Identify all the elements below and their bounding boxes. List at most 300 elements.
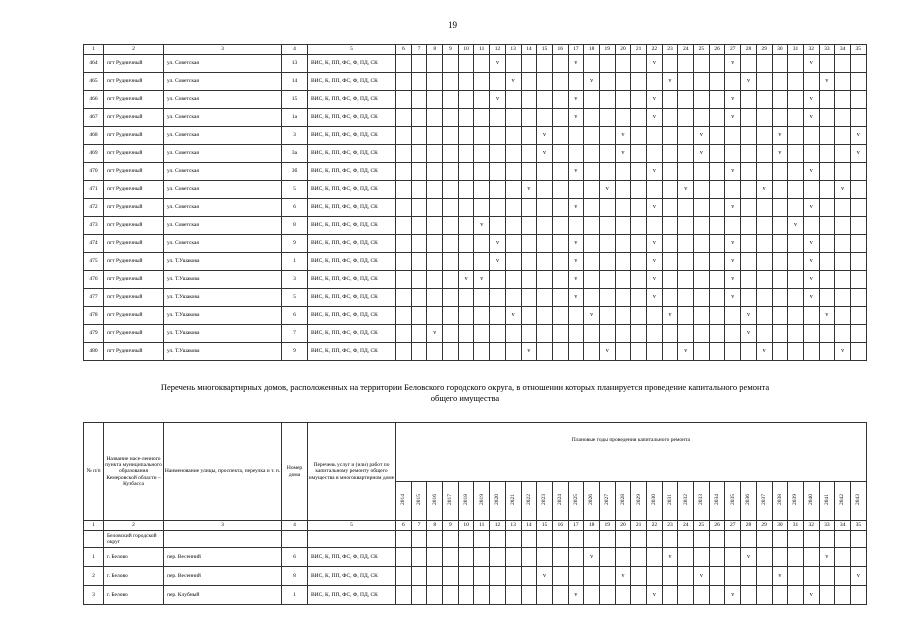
- year-cell: [678, 109, 694, 127]
- year-header: [647, 482, 663, 521]
- year-label: 2029: [635, 494, 642, 506]
- house-number-cell: 9: [282, 343, 308, 361]
- year-cell: [835, 586, 851, 605]
- year-cell: [443, 217, 459, 235]
- year-cell: [772, 325, 788, 343]
- house-number-cell: 14: [282, 73, 308, 91]
- year-cell: [411, 109, 427, 127]
- year-cell: [584, 127, 600, 145]
- year-label: 2042: [839, 494, 846, 506]
- column-number: 10: [458, 45, 474, 55]
- header-house: Номер дома: [282, 423, 308, 521]
- plan-mark: v: [850, 127, 866, 145]
- year-cell: [850, 325, 866, 343]
- year-cell: [490, 199, 506, 217]
- year-cell: [411, 548, 427, 567]
- year-label: 2036: [745, 494, 752, 506]
- year-cell: [662, 253, 678, 271]
- year-cell: [835, 567, 851, 586]
- year-cell: [411, 55, 427, 73]
- year-cell: [678, 253, 694, 271]
- year-cell: [678, 567, 694, 586]
- street-cell: ул. Советская: [164, 181, 282, 199]
- plan-mark: v: [725, 253, 741, 271]
- year-header: [725, 482, 741, 521]
- column-number: 15: [537, 521, 553, 531]
- year-cell: [631, 548, 647, 567]
- year-cell: [443, 181, 459, 199]
- settlement-cell: пгт Рудничный: [104, 109, 164, 127]
- year-cell: [411, 307, 427, 325]
- house-number-cell: 6: [282, 548, 308, 567]
- column-number: 23: [662, 45, 678, 55]
- year-cell: [599, 531, 615, 548]
- year-cell: [741, 199, 757, 217]
- year-cell: [411, 271, 427, 289]
- plan-mark: v: [694, 567, 710, 586]
- year-header: [615, 482, 631, 521]
- year-cell: [552, 181, 568, 199]
- year-cell: [694, 548, 710, 567]
- year-cell: [427, 127, 443, 145]
- year-cell: [411, 145, 427, 163]
- services-cell: ВИС, К, ПП, ФС, Ф, ПД, СК: [308, 217, 396, 235]
- year-cell: [599, 145, 615, 163]
- year-cell: [819, 109, 835, 127]
- plan-mark: v: [490, 55, 506, 73]
- year-cell: [772, 109, 788, 127]
- year-cell: [474, 73, 490, 91]
- header-services: Перечень услуг и (или) работ по капитальному ремонту общего имущества в многоквартирном доме: [308, 423, 396, 521]
- year-cell: [584, 181, 600, 199]
- year-cell: [599, 586, 615, 605]
- year-cell: [850, 253, 866, 271]
- year-cell: [741, 163, 757, 181]
- year-cell: [850, 235, 866, 253]
- year-label: 2038: [776, 494, 783, 506]
- year-cell: [599, 55, 615, 73]
- table-row: [84, 145, 867, 163]
- year-cell: [835, 55, 851, 73]
- year-cell: [521, 199, 537, 217]
- year-header: [584, 482, 600, 521]
- plan-mark: v: [647, 199, 663, 217]
- year-cell: [396, 531, 412, 548]
- year-cell: [490, 586, 506, 605]
- year-cell: [396, 343, 412, 361]
- services-cell: ВИС, К, ПП, ФС, Ф, ПД, СК: [308, 145, 396, 163]
- year-cell: [803, 548, 819, 567]
- plan-mark: v: [772, 127, 788, 145]
- year-cell: [584, 91, 600, 109]
- year-cell: [678, 586, 694, 605]
- year-cell: [490, 289, 506, 307]
- year-cell: [741, 531, 757, 548]
- plan-mark: v: [725, 91, 741, 109]
- year-cell: [756, 55, 772, 73]
- services-cell: ВИС, К, ПП, ФС, Ф, ПД, СК: [308, 289, 396, 307]
- year-header: [458, 482, 474, 521]
- year-cell: [850, 55, 866, 73]
- settlement-cell: пгт Рудничный: [104, 325, 164, 343]
- year-cell: [647, 73, 663, 91]
- row-number: 466: [84, 91, 104, 109]
- year-cell: [521, 127, 537, 145]
- settlement-cell: пгт Рудничный: [104, 343, 164, 361]
- street-cell: ул. Т.Ушакова: [164, 343, 282, 361]
- year-cell: [709, 586, 725, 605]
- year-cell: [568, 127, 584, 145]
- street-cell: пер. Весенний: [164, 548, 282, 567]
- column-number: 2: [104, 521, 164, 531]
- table-row: [84, 253, 867, 271]
- plan-mark: v: [803, 271, 819, 289]
- plan-mark: v: [835, 343, 851, 361]
- year-header: [694, 482, 710, 521]
- year-cell: [427, 343, 443, 361]
- year-cell: [850, 91, 866, 109]
- plan-mark: v: [474, 217, 490, 235]
- year-label: 2019: [478, 494, 485, 506]
- year-cell: [505, 289, 521, 307]
- year-cell: [615, 343, 631, 361]
- year-cell: [678, 307, 694, 325]
- house-number-cell: 5: [282, 181, 308, 199]
- year-cell: [835, 548, 851, 567]
- street-cell: ул. Советская: [164, 163, 282, 181]
- year-cell: [725, 531, 741, 548]
- house-number-cell: 8: [282, 567, 308, 586]
- year-cell: [458, 531, 474, 548]
- year-cell: [552, 199, 568, 217]
- year-cell: [584, 235, 600, 253]
- year-label: 2016: [431, 494, 438, 506]
- year-cell: [615, 548, 631, 567]
- year-cell: [756, 325, 772, 343]
- year-cell: [458, 307, 474, 325]
- year-cell: [647, 307, 663, 325]
- year-cell: [521, 289, 537, 307]
- year-cell: [552, 109, 568, 127]
- year-cell: [552, 548, 568, 567]
- services-cell: ВИС, К, ПП, ФС, Ф, ПД, СК: [308, 271, 396, 289]
- year-cell: [631, 145, 647, 163]
- column-number: 31: [788, 521, 804, 531]
- year-cell: [772, 235, 788, 253]
- year-cell: [741, 55, 757, 73]
- year-cell: [850, 73, 866, 91]
- year-header: [741, 482, 757, 521]
- year-cell: [788, 235, 804, 253]
- year-cell: [725, 181, 741, 199]
- year-cell: [490, 548, 506, 567]
- year-cell: [835, 91, 851, 109]
- plan-mark: v: [819, 307, 835, 325]
- year-cell: [741, 109, 757, 127]
- year-cell: [505, 163, 521, 181]
- table-row: [84, 199, 867, 217]
- year-cell: [584, 271, 600, 289]
- year-cell: [443, 307, 459, 325]
- year-cell: [819, 91, 835, 109]
- year-cell: [427, 73, 443, 91]
- year-cell: [788, 289, 804, 307]
- year-cell: [443, 567, 459, 586]
- year-cell: [474, 235, 490, 253]
- column-number: 6: [396, 45, 412, 55]
- row-number: 467: [84, 109, 104, 127]
- year-cell: [396, 199, 412, 217]
- year-cell: [788, 567, 804, 586]
- year-cell: [615, 55, 631, 73]
- year-cell: [521, 145, 537, 163]
- year-cell: [458, 199, 474, 217]
- year-cell: [490, 325, 506, 343]
- plan-mark: v: [568, 253, 584, 271]
- year-cell: [537, 91, 553, 109]
- year-cell: [694, 343, 710, 361]
- year-cell: [788, 548, 804, 567]
- column-number: 3: [164, 45, 282, 55]
- settlement-cell: пгт Рудничный: [104, 289, 164, 307]
- street-cell: ул. Т.Ушакова: [164, 271, 282, 289]
- year-cell: [647, 145, 663, 163]
- year-cell: [678, 199, 694, 217]
- year-cell: [756, 307, 772, 325]
- year-cell: [647, 181, 663, 199]
- plan-mark: v: [584, 548, 600, 567]
- street-cell: ул. Советская: [164, 127, 282, 145]
- year-label: 2034: [713, 494, 720, 506]
- year-label: 2021: [510, 494, 516, 506]
- column-number: 1: [84, 521, 104, 531]
- plan-mark: v: [772, 567, 788, 586]
- plan-mark: v: [725, 271, 741, 289]
- year-cell: [537, 289, 553, 307]
- year-cell: [521, 307, 537, 325]
- year-cell: [741, 271, 757, 289]
- year-cell: [788, 307, 804, 325]
- plan-mark: v: [615, 145, 631, 163]
- year-cell: [662, 181, 678, 199]
- year-cell: [458, 73, 474, 91]
- year-cell: [631, 73, 647, 91]
- column-number: 25: [694, 45, 710, 55]
- table-row: [84, 91, 867, 109]
- year-label: 2037: [761, 494, 767, 506]
- year-cell: [396, 253, 412, 271]
- year-cell: [568, 145, 584, 163]
- year-cell: [819, 586, 835, 605]
- year-cell: [411, 217, 427, 235]
- street-cell: ул. Советская: [164, 55, 282, 73]
- year-cell: [647, 548, 663, 567]
- settlement-cell: пгт Рудничный: [104, 73, 164, 91]
- column-number: 14: [521, 45, 537, 55]
- column-number: 7: [411, 521, 427, 531]
- year-cell: [788, 253, 804, 271]
- year-cell: [631, 586, 647, 605]
- year-cell: [552, 271, 568, 289]
- year-cell: [662, 531, 678, 548]
- year-cell: [741, 91, 757, 109]
- plan-mark: v: [615, 567, 631, 586]
- plan-mark: v: [803, 163, 819, 181]
- plan-mark: v: [725, 199, 741, 217]
- year-cell: [443, 91, 459, 109]
- column-number: 1: [84, 45, 104, 55]
- year-cell: [615, 307, 631, 325]
- year-cell: [505, 235, 521, 253]
- row-number: 465: [84, 73, 104, 91]
- plan-mark: v: [490, 91, 506, 109]
- year-cell: [662, 55, 678, 73]
- header-num: № п/п: [84, 423, 104, 521]
- year-cell: [803, 145, 819, 163]
- year-cell: [694, 73, 710, 91]
- year-cell: [709, 73, 725, 91]
- year-header: [850, 482, 866, 521]
- plan-mark: v: [615, 127, 631, 145]
- year-cell: [443, 586, 459, 605]
- year-cell: [631, 307, 647, 325]
- year-cell: [631, 109, 647, 127]
- year-label: 2027: [604, 494, 611, 506]
- year-cell: [631, 181, 647, 199]
- year-cell: [850, 289, 866, 307]
- year-header: [756, 482, 772, 521]
- street-cell: ул. Советская: [164, 91, 282, 109]
- year-cell: [458, 325, 474, 343]
- year-cell: [678, 289, 694, 307]
- year-label: 2028: [619, 494, 626, 506]
- year-cell: [709, 55, 725, 73]
- year-cell: [568, 325, 584, 343]
- year-cell: [803, 307, 819, 325]
- year-cell: [505, 271, 521, 289]
- year-cell: [678, 163, 694, 181]
- year-header: [803, 482, 819, 521]
- column-number: 18: [584, 521, 600, 531]
- plan-mark: v: [568, 109, 584, 127]
- services-cell: ВИС, К, ПП, ФС, Ф, ПД, СК: [308, 163, 396, 181]
- year-cell: [552, 343, 568, 361]
- plan-mark: v: [850, 145, 866, 163]
- year-cell: [396, 109, 412, 127]
- year-cell: [631, 199, 647, 217]
- year-cell: [521, 217, 537, 235]
- year-cell: [552, 55, 568, 73]
- plan-mark: v: [678, 343, 694, 361]
- plan-mark: v: [803, 91, 819, 109]
- plan-mark: v: [568, 163, 584, 181]
- year-cell: [835, 325, 851, 343]
- plan-mark: v: [725, 109, 741, 127]
- year-cell: [599, 73, 615, 91]
- year-cell: [772, 271, 788, 289]
- year-cell: [505, 217, 521, 235]
- year-cell: [411, 289, 427, 307]
- year-cell: [756, 235, 772, 253]
- column-number: 13: [505, 521, 521, 531]
- year-cell: [788, 127, 804, 145]
- year-cell: [835, 127, 851, 145]
- year-cell: [427, 235, 443, 253]
- house-number-cell: 1: [282, 586, 308, 605]
- table-row: [84, 567, 867, 586]
- street-cell: пер. Клубный: [164, 586, 282, 605]
- year-cell: [584, 145, 600, 163]
- house-number-cell: 7: [282, 325, 308, 343]
- year-cell: [835, 531, 851, 548]
- year-cell: [694, 199, 710, 217]
- year-cell: [741, 145, 757, 163]
- year-cell: [725, 548, 741, 567]
- year-cell: [396, 127, 412, 145]
- table-row: [84, 235, 867, 253]
- year-cell: [756, 548, 772, 567]
- row-number: 470: [84, 163, 104, 181]
- year-cell: [396, 325, 412, 343]
- year-cell: [741, 343, 757, 361]
- plan-mark: v: [803, 199, 819, 217]
- year-cell: [411, 325, 427, 343]
- year-cell: [615, 253, 631, 271]
- year-cell: [819, 531, 835, 548]
- district-empty: [282, 531, 308, 548]
- year-cell: [396, 217, 412, 235]
- plan-mark: v: [725, 289, 741, 307]
- column-number: 5: [308, 521, 396, 531]
- year-cell: [411, 343, 427, 361]
- year-cell: [505, 181, 521, 199]
- year-label: 2040: [808, 494, 815, 506]
- year-cell: [678, 217, 694, 235]
- year-header: [552, 482, 568, 521]
- row-number: 472: [84, 199, 104, 217]
- year-cell: [396, 145, 412, 163]
- year-cell: [709, 531, 725, 548]
- column-number-row: [84, 521, 867, 531]
- year-cell: [835, 217, 851, 235]
- plan-mark: v: [741, 548, 757, 567]
- plan-mark: v: [490, 235, 506, 253]
- table-row: [84, 307, 867, 325]
- year-cell: [396, 548, 412, 567]
- year-cell: [678, 73, 694, 91]
- year-label: 2024: [557, 494, 564, 506]
- year-header: [835, 482, 851, 521]
- year-cell: [803, 217, 819, 235]
- year-cell: [615, 531, 631, 548]
- year-cell: [427, 163, 443, 181]
- year-cell: [443, 325, 459, 343]
- year-cell: [396, 235, 412, 253]
- year-cell: [458, 163, 474, 181]
- row-number: 477: [84, 289, 104, 307]
- year-cell: [396, 586, 412, 605]
- column-number: 20: [615, 521, 631, 531]
- year-cell: [694, 271, 710, 289]
- house-number-cell: 3а: [282, 145, 308, 163]
- year-cell: [474, 127, 490, 145]
- row-number: 469: [84, 145, 104, 163]
- year-cell: [474, 199, 490, 217]
- year-cell: [631, 127, 647, 145]
- year-cell: [443, 145, 459, 163]
- year-cell: [427, 199, 443, 217]
- year-cell: [552, 73, 568, 91]
